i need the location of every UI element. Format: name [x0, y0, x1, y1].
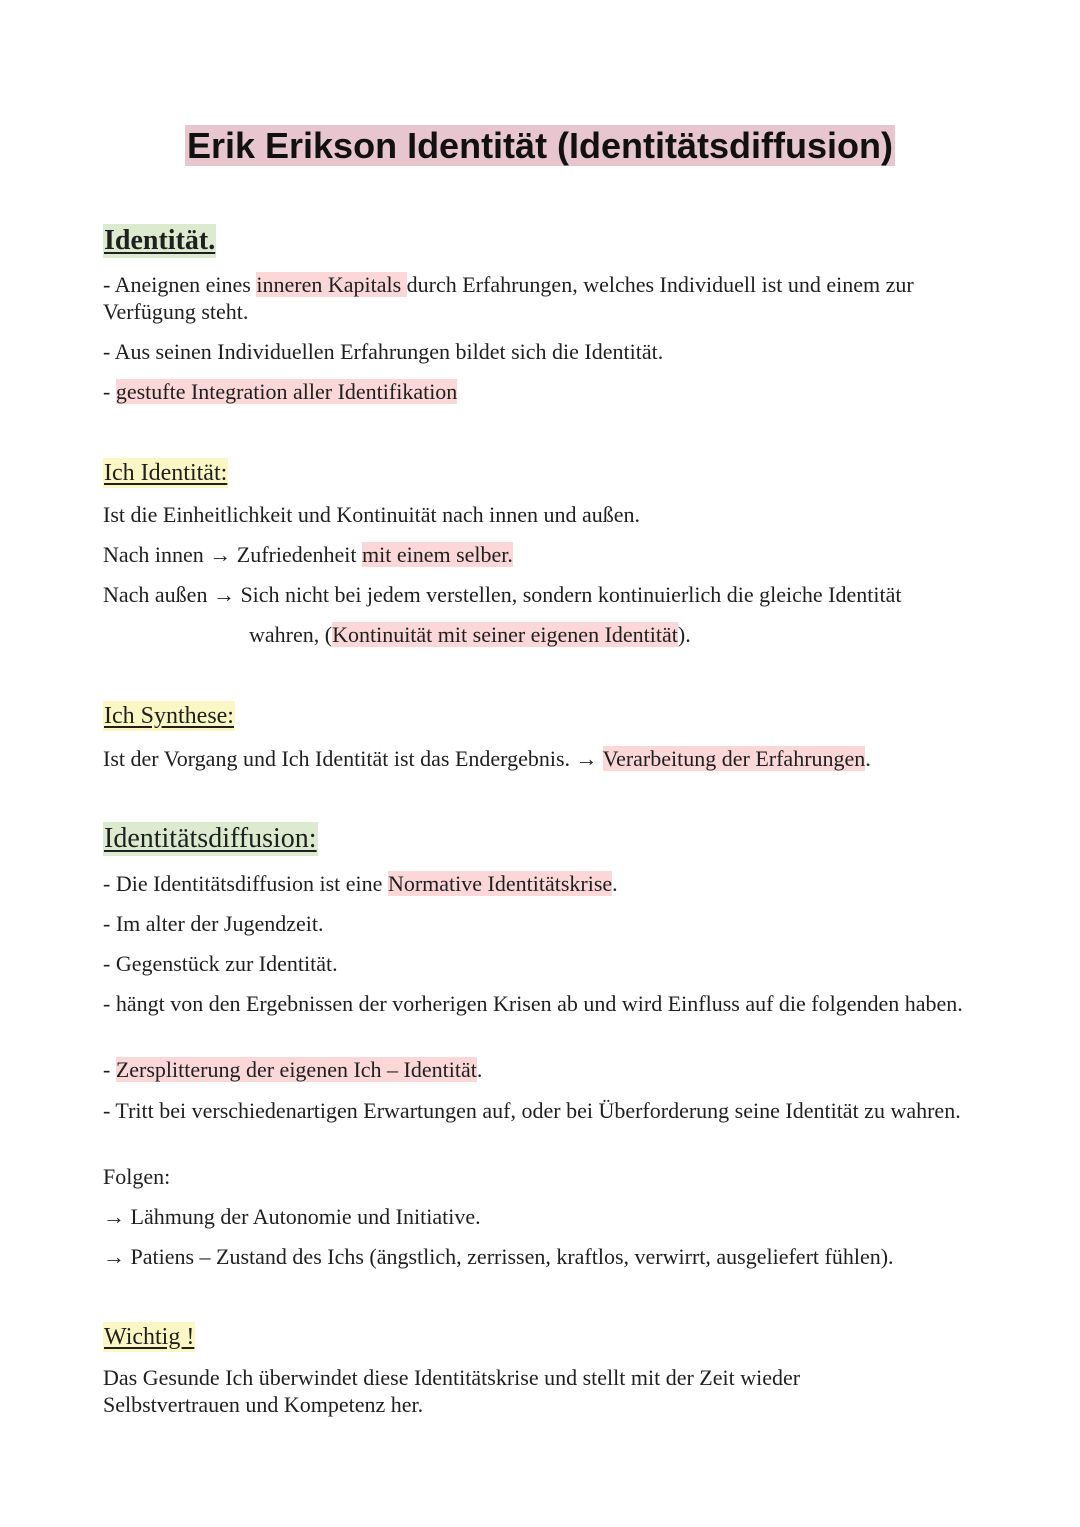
ich-identitaet-line-4: wahren, (Kontinuität mit seiner eigenen Identität). — [249, 622, 691, 647]
ich-identitaet-line-1: Ist die Einheitlichkeit und Kontinuität nach innen und außen. — [103, 502, 641, 527]
title-text: Erik Erikson Identität (Identitätsdiffusion) — [186, 125, 894, 166]
highlight: gestufte Integration aller Identifikation — [115, 379, 458, 404]
diffusion-folge-1: → Lähmung der Autonomie und Initiative. — [103, 1204, 481, 1229]
heading-ich-identitaet: Ich Identität: — [104, 460, 228, 486]
highlight: Verarbeitung der Erfahrungen — [602, 746, 866, 771]
wichtig-line-1: Das Gesunde Ich überwindet diese Identitätskrise und stellt mit der Zeit wieder Selbstvertrauen und Kompetenz her. — [103, 1365, 801, 1417]
diffusion-folge-2: → Patiens – Zustand des Ichs (ängstlich, zerrissen, kraftlos, verwirrt, ausgeliefert fühlen). — [103, 1244, 894, 1269]
highlight: Zersplitterung der eigenen Ich – Identität — [115, 1057, 477, 1082]
diffusion-line-6: - Tritt bei verschiedenartigen Erwartungen auf, oder bei Überforderung seine Identität zu wahren. — [103, 1098, 961, 1123]
highlight: mit einem selber. — [362, 542, 513, 567]
identitaet-line-3: - gestufte Integration aller Identifikation — [103, 379, 458, 404]
heading-identitaet: Identität. — [104, 225, 216, 256]
heading-wichtig: Wichtig ! — [104, 1324, 195, 1350]
diffusion-line-3: - Gegenstück zur Identität. — [103, 951, 338, 976]
identitaet-line-2: - Aus seinen Individuellen Erfahrungen bildet sich die Identität. — [103, 339, 664, 364]
highlight: Kontinuität mit seiner eigenen Identität — [332, 622, 678, 647]
identitaet-line-1: - Aneignen eines inneren Kapitals durch Erfahrungen, welches Individuell ist und einem zur Verfügung steht. — [103, 272, 914, 324]
page-title — [0, 124, 1080, 168]
heading-identitaetsdiffusion: Identitätsdiffusion: — [104, 823, 317, 854]
diffusion-line-4: - hängt von den Ergebnissen der vorherigen Krisen ab und wird Einfluss auf die folgenden haben. — [103, 991, 963, 1016]
heading-ich-synthese: Ich Synthese: — [104, 703, 234, 729]
ich-synthese-line-1: Ist der Vorgang und Ich Identität ist das Endergebnis. → Verarbeitung der Erfahrungen. — [103, 746, 871, 771]
diffusion-folgen-label: Folgen: — [103, 1164, 171, 1189]
highlight: Normative Identitätskrise — [387, 871, 613, 896]
diffusion-line-5: - Zersplitterung der eigenen Ich – Identität. — [103, 1057, 483, 1082]
diffusion-line-1: - Die Identitätsdiffusion ist eine Normative Identitätskrise. — [103, 871, 618, 896]
highlight: inneren Kapitals — [256, 272, 407, 297]
ich-identitaet-line-2: Nach innen → Zufriedenheit mit einem selber. — [103, 542, 513, 567]
diffusion-line-2: - Im alter der Jugendzeit. — [103, 911, 324, 936]
ich-identitaet-line-3: Nach außen → Sich nicht bei jedem verstellen, sondern kontinuierlich die gleiche Identität — [103, 582, 902, 607]
